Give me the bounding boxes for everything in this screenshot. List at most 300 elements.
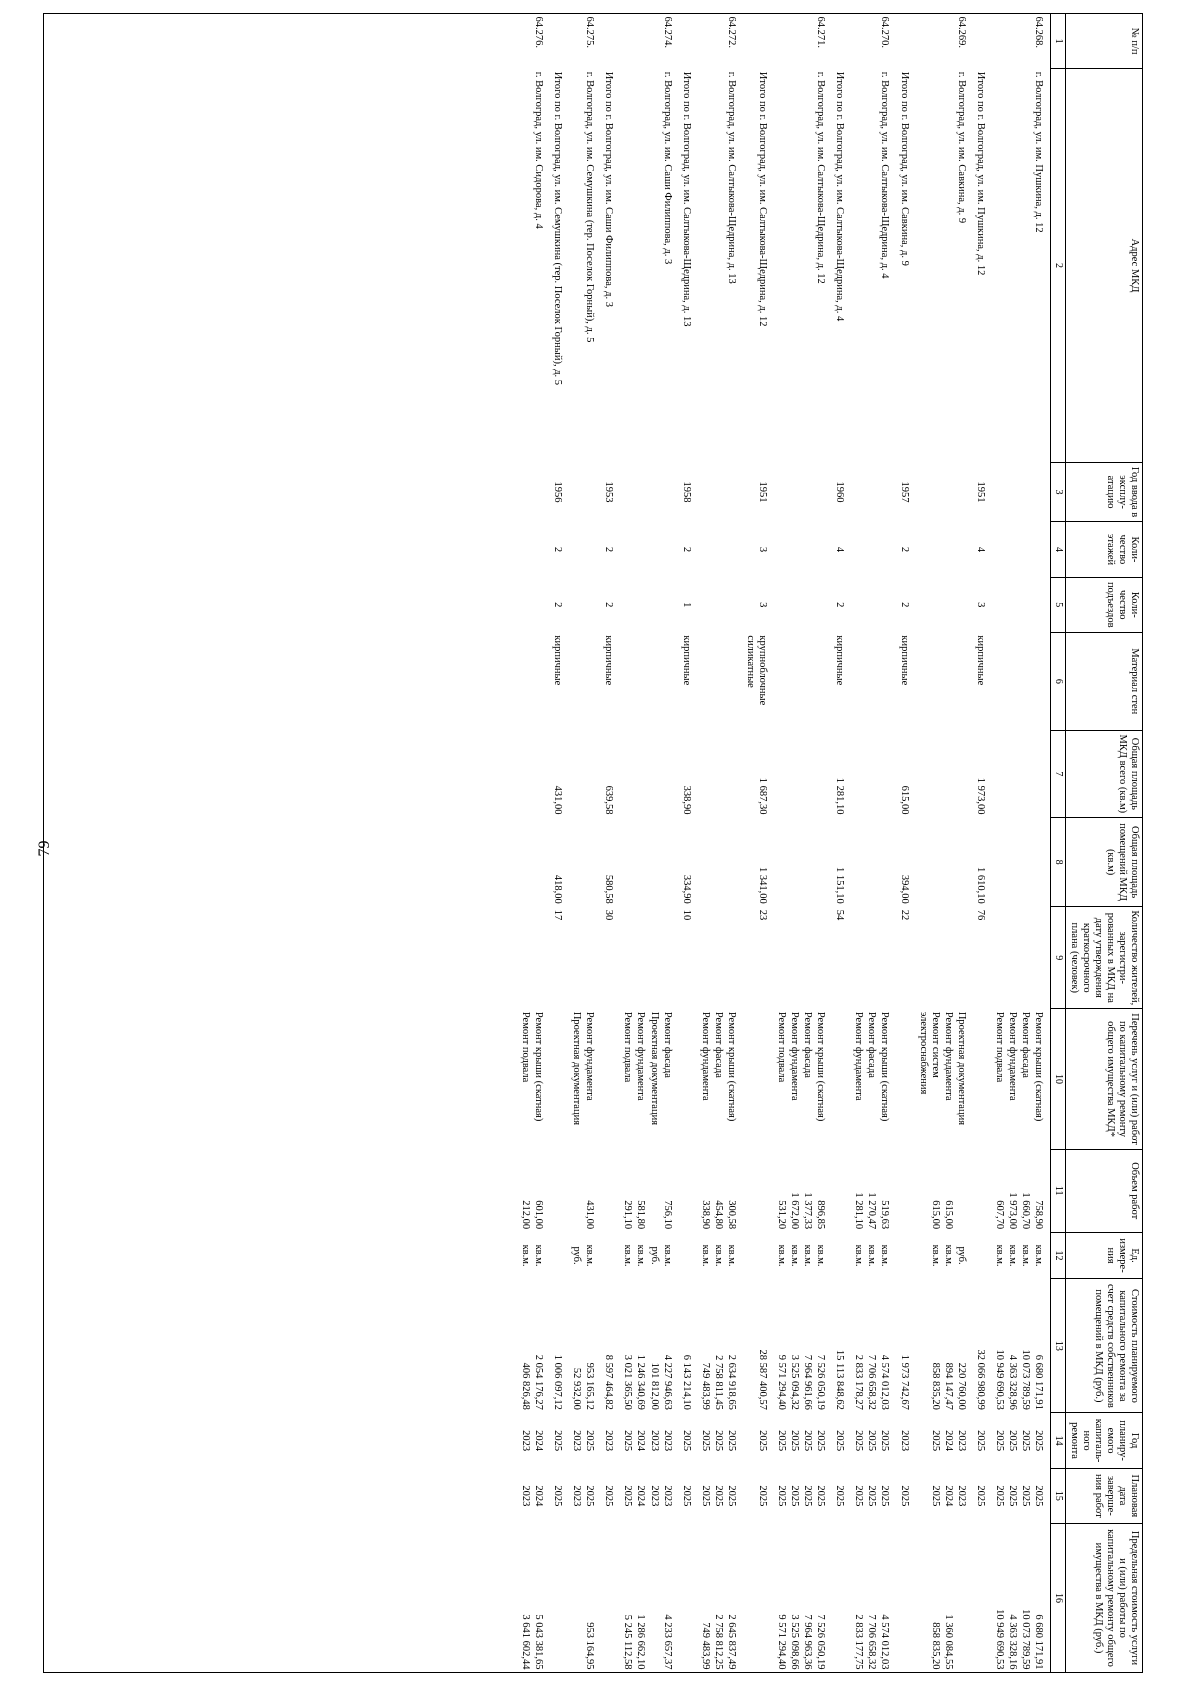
- premises-area-cell: [647, 817, 660, 906]
- plan-year-cell: 2025: [834, 1430, 846, 1452]
- volume-cell: [647, 1149, 660, 1232]
- volume-cell: 581,80: [635, 1200, 647, 1230]
- max-cost-cell: 5 043 381,65: [533, 1614, 545, 1670]
- premises-area-cell: [1018, 817, 1031, 906]
- total-area-cell: [660, 730, 679, 817]
- column-number: 13: [1051, 1279, 1066, 1413]
- column-number: 7: [1051, 730, 1066, 817]
- address-cell: [633, 69, 646, 462]
- table-row: [1018, 14, 1031, 1673]
- residents-cell: [660, 907, 679, 1009]
- year-cell: [954, 462, 973, 522]
- completion-date-cell: 2024: [533, 1485, 545, 1507]
- header-cell: Год планиру-емого капиталь-ного ремонта: [1065, 1413, 1142, 1468]
- completion-date-cell: 2025: [929, 1485, 941, 1507]
- plan-year-cell: 2023: [955, 1430, 967, 1452]
- premises-area-cell: [813, 817, 832, 906]
- volume-cell: 454,80: [712, 1200, 724, 1230]
- floors-cell: 2: [680, 546, 692, 553]
- floors-cell: [633, 522, 646, 577]
- floors-cell: [1005, 522, 1018, 577]
- premises-area-cell: [864, 817, 877, 906]
- entrances-cell: [647, 577, 660, 632]
- floors-cell: [941, 522, 954, 577]
- residents-cell: [787, 907, 800, 1009]
- work-type-cell: Проектная документация: [571, 1011, 583, 1126]
- residents-cell: [582, 907, 601, 1009]
- floors-cell: [787, 522, 800, 577]
- year-cell: [660, 462, 679, 522]
- volume-cell: 519,63: [879, 1200, 891, 1230]
- row-number: [698, 14, 711, 69]
- entrances-cell: [518, 577, 531, 632]
- volume-cell: 615,00: [929, 1200, 941, 1230]
- plan-year-cell: 2025: [866, 1430, 878, 1452]
- residents-cell: [647, 907, 660, 1009]
- completion-date-cell: 2023: [520, 1485, 532, 1507]
- completion-date-cell: 2025: [1020, 1485, 1032, 1507]
- entrances-cell: [774, 577, 787, 632]
- total-row: [897, 14, 916, 1673]
- premises-area-cell: [877, 817, 896, 906]
- total-area-cell: 338,90: [680, 785, 692, 815]
- cost-cell: 858 835,20: [929, 1362, 941, 1410]
- premises-area-cell: 1 151,10: [834, 867, 846, 904]
- floors-cell: [518, 522, 531, 577]
- cost-cell: 10 073 789,59: [1020, 1349, 1032, 1410]
- total-area-cell: [813, 730, 832, 817]
- address-cell: [916, 69, 941, 462]
- address-cell: г. Волгоград, ул. им. Салтыкова-Щедрина, д. 12: [815, 71, 827, 284]
- wall-material-cell: [620, 632, 633, 730]
- volume-cell: 896,85: [815, 1200, 827, 1230]
- residents-cell: [916, 907, 941, 1009]
- unit-cell: кв.м.: [815, 1244, 827, 1267]
- wall-material-cell: кирпичные: [603, 635, 615, 686]
- year-cell: [647, 462, 660, 522]
- entrances-cell: [954, 577, 973, 632]
- header-cell: Год ввода в эксплу-атацию: [1065, 462, 1142, 522]
- floors-cell: [569, 522, 582, 577]
- plan-year-cell: 2024: [942, 1430, 954, 1452]
- table-row: [660, 14, 679, 1673]
- year-cell: [633, 462, 646, 522]
- row-number: [864, 14, 877, 69]
- column-number: 8: [1051, 817, 1066, 906]
- unit-cell: кв.м.: [635, 1244, 647, 1267]
- plan-year-cell: 2025: [584, 1430, 596, 1452]
- header-cell: № п/п: [1065, 14, 1142, 69]
- cost-cell: 10 949 690,53: [993, 1349, 1005, 1410]
- year-cell: [531, 462, 550, 522]
- residents-cell: 76: [974, 909, 986, 921]
- column-number: 15: [1051, 1468, 1066, 1523]
- cost-cell: 2 054 176,27: [533, 1354, 545, 1410]
- cost-cell: 52 932,00: [571, 1367, 583, 1410]
- wall-material-cell: [800, 632, 813, 730]
- work-type-cell: Ремонт фундамента: [699, 1011, 711, 1101]
- table-body: [518, 14, 1051, 1673]
- premises-area-cell: [774, 817, 787, 906]
- cost-cell: 9 571 294,40: [776, 1354, 788, 1410]
- volume-cell: 1 672,00: [789, 1192, 801, 1230]
- unit-cell: руб.: [571, 1246, 583, 1265]
- unit-cell: кв.м.: [725, 1244, 737, 1267]
- plan-year-cell: 2025: [776, 1430, 788, 1452]
- completion-date-cell: 2025: [815, 1485, 827, 1507]
- premises-area-cell: [992, 817, 1005, 906]
- total-area-cell: 1 687,30: [757, 777, 768, 815]
- completion-date-cell: 2023: [661, 1485, 673, 1507]
- plan-year-cell: 2025: [699, 1430, 711, 1452]
- floors-cell: [916, 522, 941, 577]
- wall-material-cell: [582, 632, 601, 730]
- premises-area-cell: 394,00: [898, 874, 910, 904]
- cost-cell: 406 826,48: [520, 1362, 532, 1410]
- table-row: [877, 14, 896, 1673]
- row-number: 64.268.: [1033, 16, 1045, 48]
- row-number: 64.270.: [879, 16, 891, 48]
- total-area-cell: [941, 730, 954, 817]
- entrances-cell: 3: [757, 602, 768, 608]
- completion-date-cell: 2025: [974, 1485, 986, 1507]
- plan-year-cell: 2025: [622, 1430, 634, 1452]
- completion-date-cell: 2025: [993, 1485, 1005, 1507]
- floors-cell: [954, 522, 973, 577]
- max-cost-cell: 2 645 837,49: [725, 1614, 737, 1670]
- completion-date-cell: 2025: [622, 1485, 634, 1507]
- table-row: [954, 14, 973, 1673]
- entrances-cell: [864, 577, 877, 632]
- floors-cell: 2: [552, 546, 564, 553]
- year-cell: 1953: [603, 481, 615, 503]
- entrances-cell: [800, 577, 813, 632]
- entrances-cell: 2: [898, 602, 910, 608]
- address-cell: Итого по г. Волгоград, ул. им. Пушкина, д. 12: [974, 71, 986, 276]
- cost-cell: 15 113 848,62: [834, 1349, 846, 1410]
- total-area-cell: [851, 730, 864, 817]
- premises-area-cell: [1031, 817, 1051, 906]
- address-cell: [800, 69, 813, 462]
- year-cell: [724, 462, 743, 522]
- year-cell: [800, 462, 813, 522]
- table-row: [941, 14, 954, 1673]
- volume-cell: 615,00: [942, 1200, 954, 1230]
- row-number: 64.271.: [815, 16, 827, 48]
- row-number: [800, 14, 813, 69]
- wall-material-cell: [864, 632, 877, 730]
- plan-year-cell: 2024: [533, 1430, 545, 1452]
- row-number: [897, 14, 916, 69]
- row-number: 64.272.: [725, 16, 737, 48]
- volume-cell: [550, 1149, 569, 1232]
- year-cell: [941, 462, 954, 522]
- cost-cell: 2 833 178,27: [853, 1354, 865, 1410]
- premises-area-cell: 334,90: [680, 874, 692, 904]
- premises-area-cell: [518, 817, 531, 906]
- cost-cell: 8 597 464,82: [603, 1354, 615, 1410]
- residents-cell: [864, 907, 877, 1009]
- volume-cell: 338,90: [699, 1200, 711, 1230]
- volume-cell: 607,70: [993, 1200, 1005, 1230]
- entrances-cell: 3: [974, 602, 986, 608]
- volume-cell: 1 973,00: [1007, 1192, 1018, 1230]
- volume-cell: 531,20: [776, 1200, 788, 1230]
- table-row: [1005, 14, 1018, 1673]
- unit-cell: кв.м.: [929, 1244, 941, 1267]
- wall-material-cell: [992, 632, 1005, 730]
- total-area-cell: [800, 730, 813, 817]
- residents-cell: 30: [603, 909, 615, 921]
- column-number: 9: [1051, 907, 1066, 1009]
- floors-cell: 3: [757, 546, 768, 553]
- work-type-cell: Ремонт фундамента: [942, 1011, 954, 1101]
- address-cell: Итого по г. Волгоград, ул. им. Салтыкова-Щедрина, д. 13: [680, 71, 692, 327]
- table-header-row: [1065, 14, 1142, 1673]
- max-cost-cell: 6 680 171,91: [1033, 1614, 1045, 1670]
- header-cell: Количество жителей, зарегистри-рованных в МКД на дату утверждения краткосрочного плана (человек): [1065, 907, 1142, 1009]
- unit-cell: кв.м.: [622, 1244, 634, 1267]
- total-area-cell: [1031, 730, 1051, 817]
- premises-area-cell: [800, 817, 813, 906]
- total-area-cell: [774, 730, 787, 817]
- row-number: [787, 14, 800, 69]
- completion-date-cell: 2023: [571, 1485, 583, 1507]
- floors-cell: 4: [834, 546, 846, 553]
- floors-cell: [813, 522, 832, 577]
- residents-cell: [711, 907, 724, 1009]
- plan-year-cell: 2023: [648, 1430, 660, 1452]
- max-cost-cell: 5 245 112,58: [622, 1614, 634, 1670]
- wall-material-cell: [698, 632, 711, 730]
- row-number: [679, 14, 698, 69]
- work-type-cell: [550, 1009, 569, 1149]
- unit-cell: кв.м.: [942, 1244, 954, 1267]
- max-cost-cell: [973, 1524, 992, 1673]
- max-cost-cell: 2 758 812,25: [712, 1614, 724, 1670]
- volume-cell: [897, 1149, 916, 1232]
- row-number: 64.276.: [533, 16, 545, 48]
- header-cell: Предельная стоимость услуги и (или) работы по капитальному ремонту общего имущества в МКД (руб.): [1065, 1524, 1142, 1673]
- entrances-cell: [1005, 577, 1018, 632]
- row-number: [711, 14, 724, 69]
- entrances-cell: [698, 577, 711, 632]
- table-row: [851, 14, 864, 1673]
- total-area-cell: [582, 730, 601, 817]
- cost-cell: 4 227 946,63: [661, 1354, 673, 1410]
- address-cell: [774, 69, 787, 462]
- plan-year-cell: 2025: [879, 1430, 891, 1452]
- row-number: 64.274.: [661, 16, 673, 48]
- floors-cell: [992, 522, 1005, 577]
- wall-material-cell: [877, 632, 896, 730]
- total-area-cell: [954, 730, 973, 817]
- residents-cell: [569, 907, 582, 1009]
- plan-year-cell: 2023: [661, 1430, 673, 1452]
- column-number: 6: [1051, 632, 1066, 730]
- unit-cell: кв.м.: [866, 1244, 878, 1267]
- year-cell: [620, 462, 633, 522]
- residents-cell: [813, 907, 832, 1009]
- cost-cell: 4 363 328,96: [1007, 1354, 1018, 1410]
- address-cell: Итого по г. Волгоград, ул. им. Саши Филиппова, д. 3: [603, 71, 615, 307]
- work-type-cell: Ремонт крыши (скатная): [815, 1011, 827, 1122]
- max-cost-cell: 4 363 328,16: [1007, 1614, 1018, 1670]
- completion-date-cell: 2025: [725, 1485, 737, 1507]
- row-number: [774, 14, 787, 69]
- address-cell: [992, 69, 1005, 462]
- year-cell: [1031, 462, 1051, 522]
- row-number: [550, 14, 569, 69]
- unit-cell: [601, 1232, 620, 1279]
- unit-cell: [973, 1232, 992, 1279]
- column-number: 5: [1051, 577, 1066, 632]
- premises-area-cell: [941, 817, 954, 906]
- floors-cell: [800, 522, 813, 577]
- entrances-cell: [569, 577, 582, 632]
- entrances-cell: [813, 577, 832, 632]
- premises-area-cell: 580,58: [603, 874, 615, 904]
- column-number: 4: [1051, 522, 1066, 577]
- completion-date-cell: 2023: [955, 1485, 967, 1507]
- max-cost-cell: [601, 1524, 620, 1673]
- address-cell: Итого по г. Волгоград, ул. им. Салтыкова-Щедрина, д. 4: [834, 71, 846, 322]
- max-cost-cell: 7 526 050,19: [815, 1614, 827, 1670]
- year-cell: [813, 462, 832, 522]
- unit-cell: [832, 1232, 851, 1279]
- address-cell: [851, 69, 864, 462]
- premises-area-cell: 1 341,00: [757, 867, 768, 904]
- completion-date-cell: 2025: [879, 1485, 891, 1507]
- unit-cell: [550, 1232, 569, 1279]
- total-area-cell: 1 973,00: [974, 777, 986, 815]
- address-cell: [1018, 69, 1031, 462]
- plan-year-cell: 2023: [520, 1430, 532, 1452]
- cost-cell: 3 525 094,32: [789, 1354, 801, 1410]
- floors-cell: [851, 522, 864, 577]
- floors-cell: 2: [603, 546, 615, 553]
- year-cell: [877, 462, 896, 522]
- year-cell: 1957: [898, 481, 910, 503]
- max-cost-cell: [679, 1524, 698, 1673]
- wall-material-cell: [774, 632, 787, 730]
- residents-cell: 17: [552, 909, 564, 921]
- wall-material-cell: [851, 632, 864, 730]
- floors-cell: [1018, 522, 1031, 577]
- floors-cell: 2: [898, 546, 910, 553]
- work-type-cell: Ремонт фасада: [802, 1011, 814, 1078]
- wall-material-cell: [787, 632, 800, 730]
- premises-area-cell: [1005, 817, 1018, 906]
- volume-cell: 300,58: [725, 1200, 737, 1230]
- unit-cell: кв.м.: [789, 1244, 801, 1267]
- volume-cell: 291,10: [622, 1200, 634, 1230]
- address-cell: [569, 69, 582, 462]
- total-area-cell: 1 281,10: [834, 777, 846, 815]
- volume-cell: [601, 1149, 620, 1232]
- unit-cell: [743, 1232, 774, 1279]
- unit-cell: кв.м.: [699, 1244, 711, 1267]
- residents-cell: [1018, 907, 1031, 1009]
- residents-cell: [531, 907, 550, 1009]
- max-cost-cell: [743, 1524, 774, 1673]
- residents-cell: [620, 907, 633, 1009]
- completion-date-cell: 2025: [802, 1485, 814, 1507]
- wall-material-cell: кирпичные: [834, 635, 846, 686]
- row-number: [851, 14, 864, 69]
- max-cost-cell: 4 574 012,03: [879, 1614, 891, 1670]
- premises-area-cell: [698, 817, 711, 906]
- table-row: [992, 14, 1005, 1673]
- unit-cell: руб.: [955, 1246, 967, 1265]
- wall-material-cell: [660, 632, 679, 730]
- wall-material-cell: [647, 632, 660, 730]
- wall-material-cell: [711, 632, 724, 730]
- max-cost-cell: 2 833 177,75: [853, 1614, 865, 1670]
- total-area-cell: [698, 730, 711, 817]
- table-row: [569, 14, 582, 1673]
- premises-area-cell: [916, 817, 941, 906]
- cost-cell: 6 680 171,91: [1033, 1354, 1045, 1410]
- wall-material-cell: [1031, 632, 1051, 730]
- work-type-cell: Ремонт крыши (скатная): [879, 1011, 891, 1122]
- entrances-cell: 2: [834, 602, 846, 608]
- address-cell: Итого по г. Волгоград, ул. им. Семушкина (тер. Поселок Горный), д. 5: [552, 71, 564, 386]
- volume-cell: 212,00: [520, 1200, 532, 1230]
- total-row: [601, 14, 620, 1673]
- plan-year-cell: 2025: [1007, 1430, 1018, 1452]
- total-area-cell: [531, 730, 550, 817]
- total-area-cell: 639,58: [603, 785, 615, 815]
- wall-material-cell: [916, 632, 941, 730]
- table-row: [633, 14, 646, 1673]
- premises-area-cell: [660, 817, 679, 906]
- entrances-cell: [531, 577, 550, 632]
- header-cell: Адрес МКД: [1065, 69, 1142, 462]
- column-number: 12: [1051, 1232, 1066, 1279]
- wall-material-cell: [941, 632, 954, 730]
- header-cell: Коли-чество подъездов: [1065, 577, 1142, 632]
- total-row: [743, 14, 774, 1673]
- year-cell: [774, 462, 787, 522]
- year-cell: 1951: [757, 481, 768, 503]
- cost-cell: 6 143 214,10: [680, 1354, 692, 1410]
- column-number: 14: [1051, 1413, 1066, 1468]
- work-type-cell: Ремонт крыши (скатная): [1033, 1011, 1045, 1122]
- address-cell: Итого по г. Волгоград, ул. им. Салтыкова-Щедрина, д. 12: [757, 71, 768, 327]
- plan-year-cell: 2025: [552, 1430, 564, 1452]
- work-type-cell: Ремонт фундамента: [584, 1011, 596, 1101]
- row-number: [916, 14, 941, 69]
- volume-cell: [832, 1149, 851, 1232]
- entrances-cell: 1: [680, 602, 692, 608]
- floors-cell: [724, 522, 743, 577]
- completion-date-cell: 2025: [1033, 1485, 1045, 1507]
- total-area-cell: [647, 730, 660, 817]
- year-cell: [916, 462, 941, 522]
- unit-cell: [897, 1232, 916, 1279]
- work-type-cell: Ремонт крыши (скатная): [725, 1011, 737, 1122]
- work-type-cell: Ремонт фасада: [712, 1011, 724, 1078]
- premises-area-cell: [582, 817, 601, 906]
- row-number: [941, 14, 954, 69]
- unit-cell: кв.м.: [879, 1244, 891, 1267]
- volume-cell: 1 660,70: [1020, 1192, 1032, 1230]
- wall-material-cell: крупноблочные силикатные: [744, 635, 768, 706]
- total-row: [973, 14, 992, 1673]
- entrances-cell: [851, 577, 864, 632]
- table-row: [787, 14, 800, 1673]
